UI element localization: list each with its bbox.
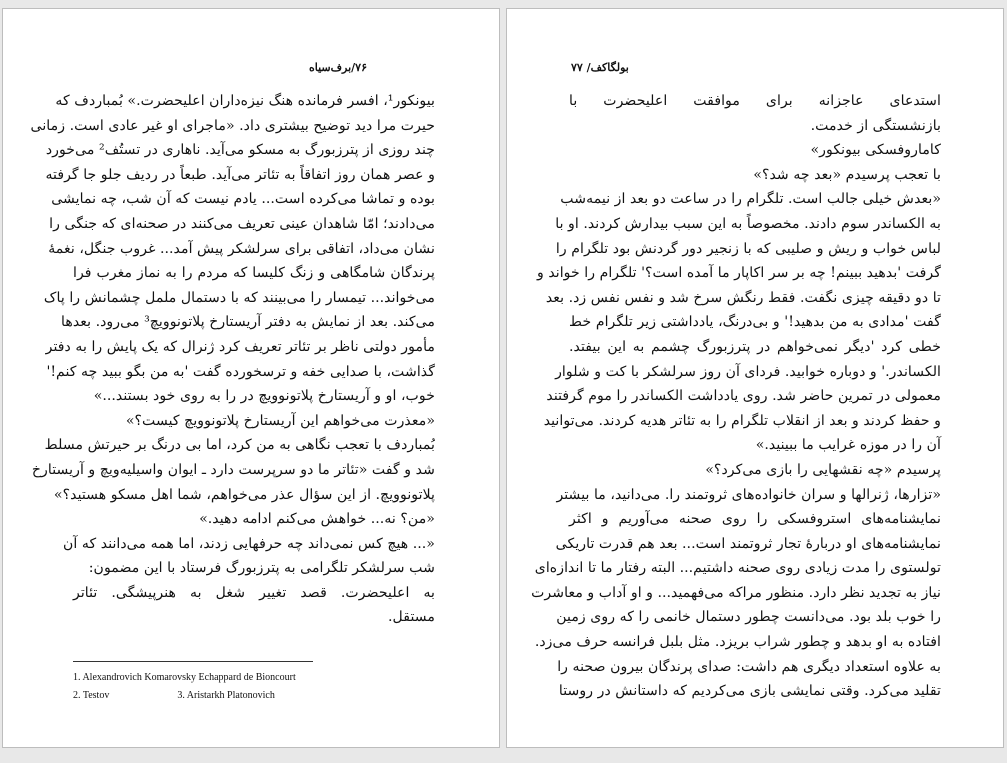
text-line: به اعلیحضرت. قصد تغییر شغل به هنرپیشگی. تئاتر [73, 584, 435, 601]
text-line: نمایشنامه‌های او دربارهٔ تجار ثروتمند است... بعد هم قدرت تاریکی [555, 535, 941, 552]
text-line: حیرت مرا دید توضیح بیشتری داد. «ماجرای او غیر عادی است. زمانی [30, 117, 435, 134]
text-line: پلاتونوویچ. از این سؤال عذر می‌خواهم، شما اهل مسکو هستید؟» [53, 486, 435, 503]
text-line: تا دو دقیقه چیزی نگفت. فقط رنگش سرخ شد و نفس نفس زد. بعد [545, 289, 941, 306]
text-line: شب سرلشکر تلگرامی به پترزبورگ فرستاد با این مضمون: [88, 560, 435, 577]
text-line: می‌دادند؛ امّا شاهدان عینی تعریف می‌کنند در صحنه‌ای که جنگی را [49, 215, 435, 232]
text-line: بوده و تماشا می‌کرده است... یادم نیست که آن شب، چه نمایشی [51, 191, 435, 208]
text-line: و عصر همان روز اتفاقاً به تئاتر می‌آید. طبعاً در ردیف جلو جا گرفته [45, 166, 435, 183]
text-line: «من؟ نه... خواهش می‌کنم ادامه دهید.» [199, 511, 435, 528]
left-page-body [30, 89, 435, 630]
text-line: «... هیچ کس نمی‌داند چه حرفهایی زدند، اما همه می‌دانند که آن [63, 535, 435, 552]
text-line: بازنشستگی از خدمت. [810, 117, 941, 134]
right-page-header: بولگاکف/ ۷۷ [571, 61, 629, 74]
text-line: افتاده به او بدهد و چطور شراب بریزد. مثل بلبل فرانسه حرف می‌زد. [534, 634, 941, 651]
text-line: و حفظ کردند و بعد از انقلاب تلگرام را به تئاتر هدیه کردند. می‌توانید [543, 412, 941, 429]
text-line: چند روزی از پترزبورگ به مسکو می‌آید. ناهاری در تستُف² می‌خورد [45, 142, 435, 159]
text-line: کاماروفسکی بیونکور» [810, 142, 941, 159]
text-line: مأمور دولتی ناظر بر تئاتر تعریف کرد ژنرال که یک پایش را به دفتر [45, 338, 435, 355]
text-line: گذاشت، با صدایی خفه و ترسخورده گفت 'به من بگو ببید چه کنم!' [46, 363, 435, 380]
footnotes [73, 669, 403, 705]
text-line: شد و گفت «تئاتر ما دو سرپرست دارد ـ ایوان واسیلیه‌ویچ و آریستارخ [31, 461, 435, 478]
footnote-1: 1. Alexandrovich Komarovsky Echappard de Bioncourt [73, 672, 296, 683]
text-line: «بعدش خیلی جالب است. تلگرام را در ساعت دو بعد از نیمه‌شب [560, 191, 941, 208]
text-line: می‌کند. بعد از نمایش به دفتر آریستارخ پلاتونوویچ³ می‌رود. بعدها [61, 314, 435, 331]
text-line: الکساندر.' و دوباره خوابید. فردای آن روز سرلشکر با کت و شلوار [555, 363, 941, 380]
text-line: «معذرت می‌خواهم این آریستارخ پلاتونوویچ کیست؟» [125, 412, 435, 429]
text-line: بُمبارد‌ف با تعجب نگاهی به من کرد، اما بی درنگ بر حیرتش مسلط [44, 437, 435, 454]
text-line: با تعجب پرسیدم «بعد چه شد؟» [753, 166, 941, 183]
text-line: به الکساندر سوم دادند. مخصوصاً به این سبب بیدارش کردند. او با [555, 215, 941, 232]
right-page [506, 8, 1004, 748]
left-page-header: ۷۶/برف‌سیاه [308, 61, 367, 74]
footnote-divider [73, 661, 313, 662]
text-line: استدعای عاجزانه برای موافقت اعلیحضرت با [569, 93, 941, 109]
text-line: بیونکور¹، افسر فرمانده هنگ نیزه‌داران اعلیحضرت.» بُمبارد‌ف که [55, 93, 435, 109]
footnote-row [73, 687, 403, 705]
footnote-2: 2. Testov [73, 690, 110, 701]
text-line: به علاوه استعداد دیگری هم داشت: صدای پرندگان بیرون صحنه را [557, 658, 941, 675]
text-line: لباس خواب و ریش و صلیبی که با زنجیر دور گردنش بود تلگرام را [555, 240, 941, 257]
text-line: آن را در موزه غرایب ما ببینید.» [755, 437, 941, 454]
text-line: «تزارها، ژنرالها و سران خانواده‌های ثروتمند را. می‌دانید، ما بیشتر [556, 486, 941, 503]
text-line: تولستوی را مدت زیادی روی صحنه داشتیم... البته رفتار ما تا اندازه‌ای [534, 560, 941, 577]
text-line: خوب، او و آریستارخ پلاتونوویچ در را به روی خود بستند...» [93, 388, 435, 405]
text-line: مستقل. [388, 609, 435, 626]
footnote-3: 3. Aristarkh Platonovich [177, 690, 275, 701]
text-line: خطی کرد 'دیگر نمی‌خواهم در پترزبورگ چشمم به این بیفتد. [569, 338, 941, 355]
text-line: معمولی در تمرین حاضر شد. روی یادداشت الکساندر را موم گرفتند [546, 388, 941, 405]
text-line: گفت 'مدادی به من بدهید!' و بی‌درنگ، یادداشتی زیر تلگرام خط [569, 314, 941, 331]
left-page [2, 8, 500, 748]
text-line: گرفت 'بدهید ببینم! چه بر سر اکاپار ما آمده است؟' تلگرام را خواند و [536, 265, 941, 282]
text-line: را خوب بلد بود. می‌دانست چطور دستمال خانمی را که روی زمین [556, 609, 941, 626]
text-line: پرسیدم «چه نقشهایی را بازی می‌کرد؟» [705, 461, 941, 478]
text-line: پرندگان شامگاهی و زنگ کلیسا که مردم را به نماز مغرب فرا [73, 265, 435, 282]
text-line: نمایشنامه‌های استروفسکی را روی صحنه می‌آوریم و اکثر [569, 511, 941, 528]
text-line: نیاز به تجدید نظر دارد. منظور مراکه می‌فهمید... و او آداب و معاشرت [531, 584, 941, 601]
text-line: نشان می‌داد، اتفاقی برای سرلشکر پیش آمد... غروب جنگل، نغمهٔ [48, 240, 435, 257]
text-line: تقلید می‌کرد. وقتی نمایشی بازی می‌کردیم که داستانش در روستا [558, 683, 941, 700]
text-line: می‌خواند... تیمسار را می‌بینند که با دستمال ململ چشمانش را پاک [43, 289, 435, 306]
right-page-body [531, 89, 941, 704]
